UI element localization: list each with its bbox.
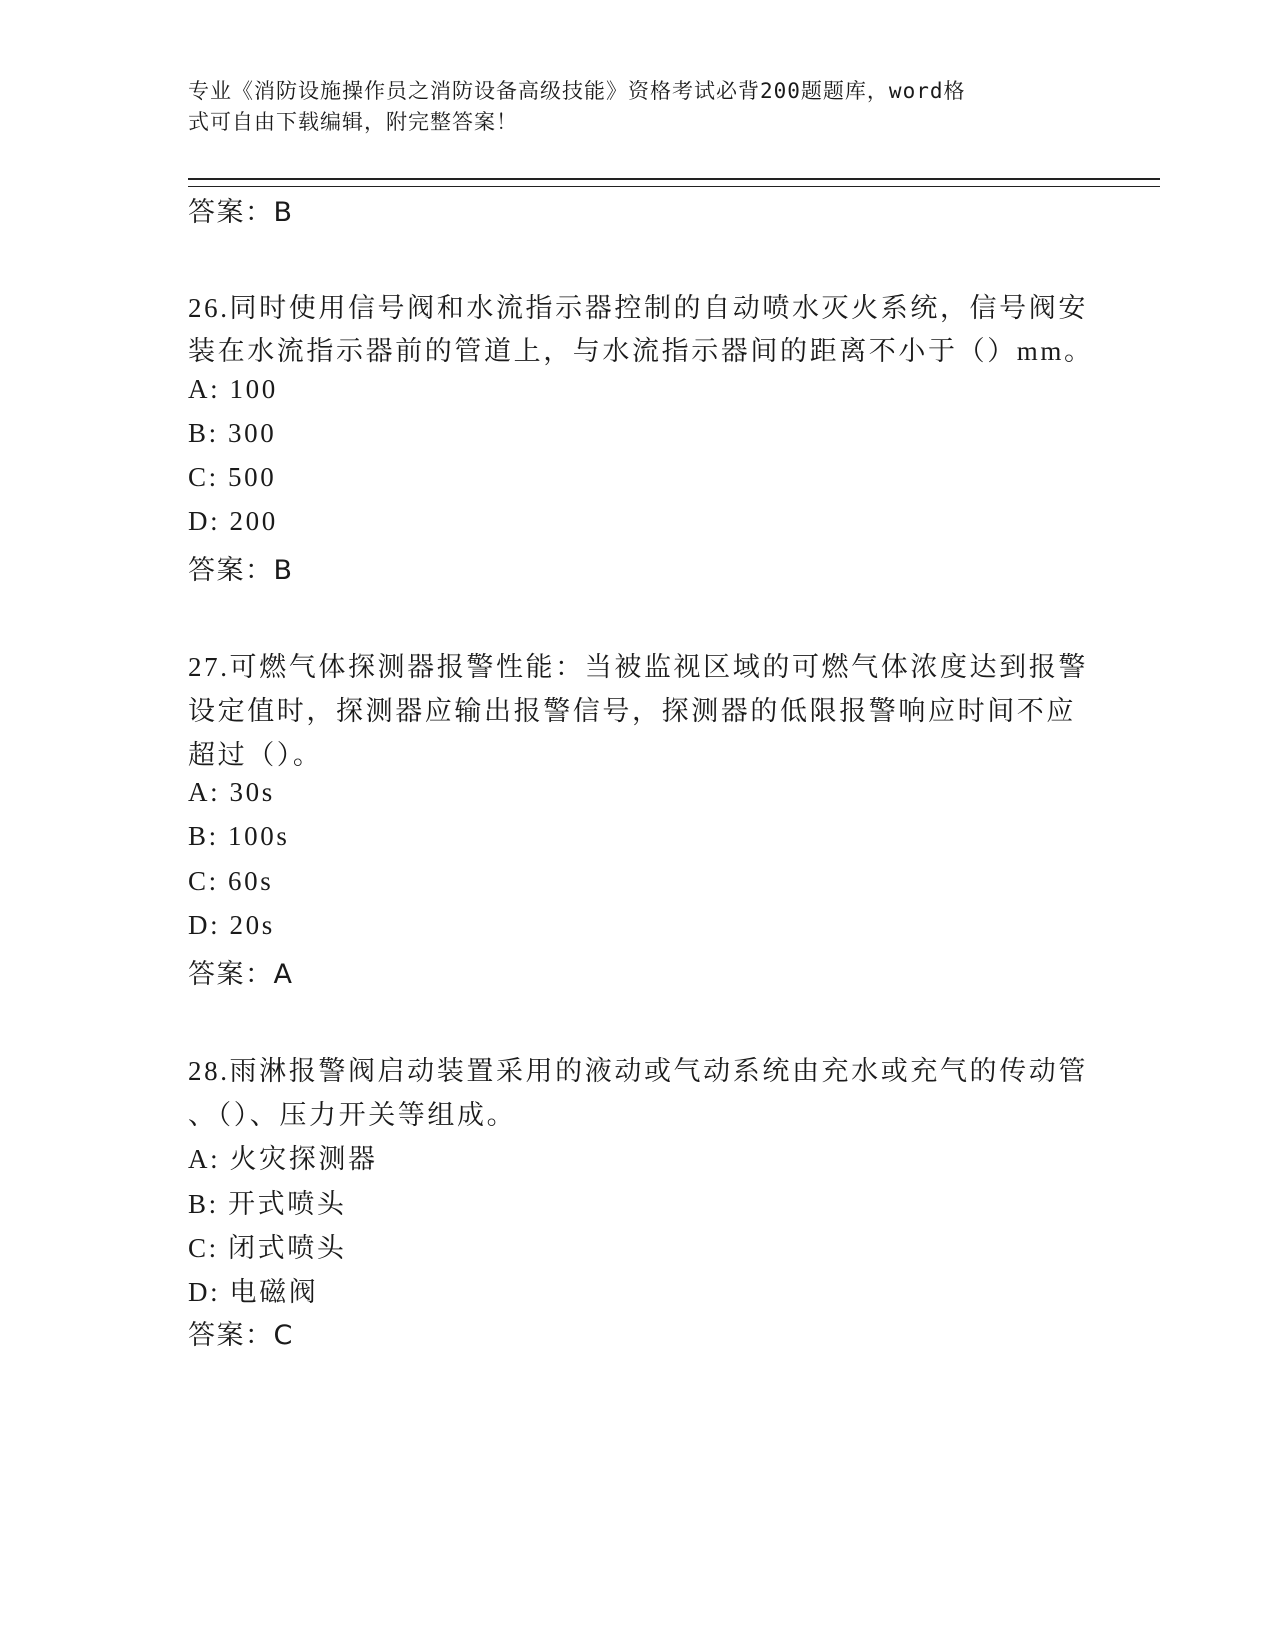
previous-answer: 答案：B [188, 197, 294, 228]
question-26-stem-line-1: 26.同时使用信号阀和水流指示器控制的自动喷水灭火系统，信号阀安 [188, 293, 1088, 323]
question-28-answer: 答案：C [188, 1320, 294, 1351]
question-26-answer: 答案：B [188, 555, 294, 586]
question-26-option-b: B: 300 [188, 418, 277, 448]
question-28-option-b: B: 开式喷头 [188, 1189, 347, 1219]
question-26-stem-line-2: 装在水流指示器前的管道上，与水流指示器间的距离不小于（）mm。 [188, 336, 1094, 366]
question-28-stem-line-2: 、（）、压力开关等组成。 [188, 1100, 517, 1130]
question-27-option-d: D: 20s [188, 910, 275, 940]
question-27-stem-line-3: 超过（）。 [188, 740, 323, 770]
question-26-option-c: C: 500 [188, 462, 277, 492]
question-28-option-d: D: 电磁阀 [188, 1277, 319, 1307]
question-28-option-a: A: 火灾探测器 [188, 1144, 378, 1174]
header-line-2: 式可自由下载编辑，附完整答案！ [188, 110, 518, 134]
question-27-stem-line-1: 27.可燃气体探测器报警性能：当被监视区域的可燃气体浓度达到报警 [188, 652, 1088, 682]
header-divider [188, 178, 1160, 187]
question-27-answer: 答案：A [188, 959, 294, 990]
question-28-stem-line-1: 28.雨淋报警阀启动装置采用的液动或气动系统由充水或充气的传动管 [188, 1056, 1088, 1086]
header-line-1: 专业《消防设施操作员之消防设备高级技能》资格考试必背200题题库，word格 [188, 79, 966, 103]
question-26-option-a: A: 100 [188, 374, 278, 404]
question-27-option-c: C: 60s [188, 866, 274, 896]
question-27-option-b: B: 100s [188, 821, 290, 851]
question-26-option-d: D: 200 [188, 506, 278, 536]
document-header [188, 76, 1088, 138]
question-28-option-c: C: 闭式喷头 [188, 1233, 347, 1263]
question-27-stem-line-2: 设定值时，探测器应输出报警信号，探测器的低限报警响应时间不应 [188, 696, 1076, 726]
question-27-option-a: A: 30s [188, 777, 275, 807]
